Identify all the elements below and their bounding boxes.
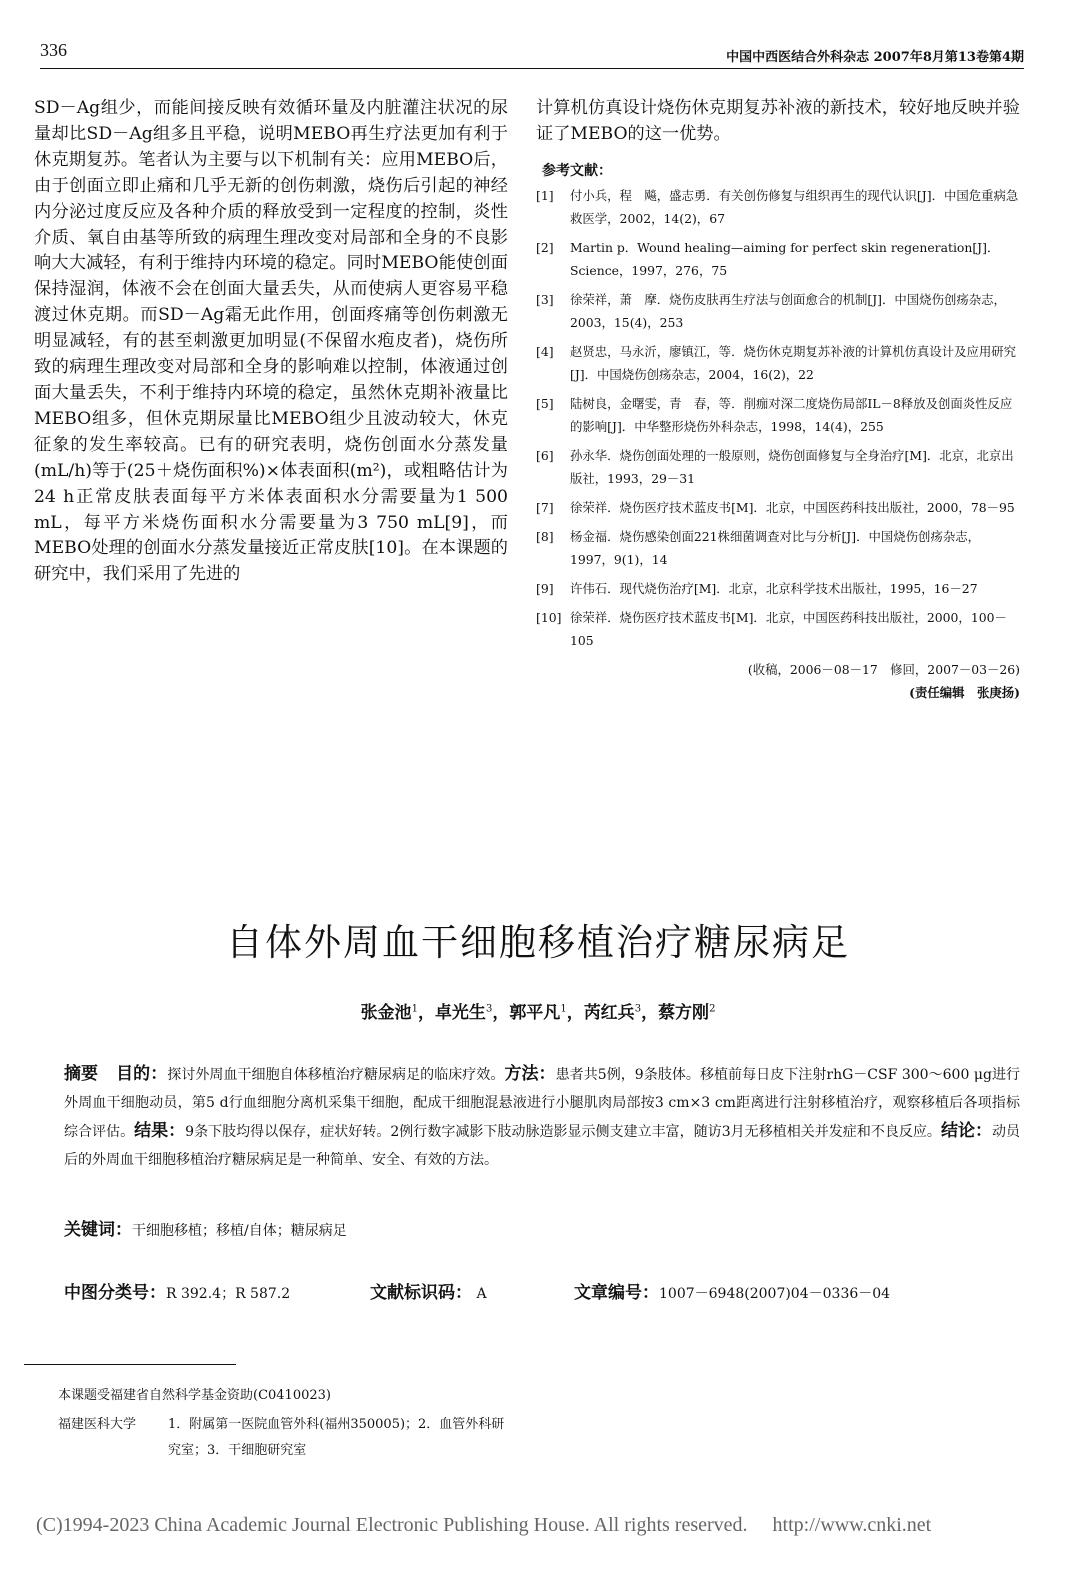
reference-item: [6] 孙永华．烧伤创面处理的一般原则，烧伤创面修复与全身治疗[M]．北京，北京出版社，1993，29－31	[536, 447, 1014, 486]
author: 郭平凡	[509, 1003, 561, 1023]
affiliations: 1．附属第一医院血管外科(福州350005)；2．血管外科研究室；3．干细胞研究室	[168, 1417, 505, 1458]
conclusion-label: 结论：	[940, 1121, 993, 1141]
funding-note: 本课题受福建省自然科学基金资助(C0410023)	[58, 1388, 331, 1403]
article-no-value: 1007－6948(2007)04－0336－04	[659, 1286, 891, 1302]
reference-item: [3] 徐荣祥，萧 摩．烧伤皮肤再生疗法与创面愈合的机制[J]．中国烧伤创疡杂志，2003，15(4)，253	[536, 291, 1006, 330]
author: 蔡方刚	[658, 1003, 710, 1023]
reference-item: [2] Martin p．Wound healing—aiming for perfect skin regeneration[J]．Science，1997，276，75	[536, 239, 1000, 278]
reference-item: [5] 陆树良，金曙雯，青 春，等．削痂对深二度烧伤局部IL－8释放及创面炎性反应的影响[J]．中华整形烧伤外科杂志，1998，14(4)，255	[536, 395, 1013, 434]
reference-item: [1] 付小兵，程 飚，盛志勇．有关创伤修复与组织再生的现代认识[J]．中国危重病急救医学，2002，14(2)，67	[536, 187, 1019, 226]
institution: 福建医科大学	[58, 1417, 137, 1432]
received-dates: (收稿，2006－08－17 修回，2007－03－26)	[747, 661, 1020, 677]
abstract-label: 摘要	[64, 1064, 99, 1084]
author: 卓光生	[434, 1003, 486, 1023]
left-column	[34, 96, 508, 588]
reference-item: [4] 赵贤忠，马永沂，廖镇江，等．烧伤休克期复苏补液的计算机仿真设计及应用研究[J]．中国烧伤创疡杂志，2004，16(2)，22	[536, 343, 1017, 382]
keywords-text: 干细胞移植；移植/自体；糖尿病足	[132, 1223, 347, 1239]
reference-item: [8] 杨金福．烧伤感染创面221株细菌调查对比与分析[J]．中国烧伤创疡杂志，1997，9(1)，14	[536, 528, 981, 567]
reference-item: [7] 徐荣祥．烧伤医疗技术蓝皮书[M]．北京，中国医药科技出版社，2000，78－95	[536, 499, 1015, 515]
abstract	[64, 1060, 1020, 1174]
method-text: 患者共5例，9条肢体。移植前每日皮下注射rhG－CSF 300～600 μg进行外周血干细胞动员，第5 d行血细胞分离机采集干细胞，配成干细胞混悬液进行小腿肌肉局部按3 cm×3 cm距离进行注射移植治疗，观察移植后各项指标综合评估。	[64, 1067, 1021, 1140]
result-text: 9条下肢均得以保存，症状好转。2例行数字减影下肢动脉造影显示侧支建立丰富，随访3月无移植相关并发症和不良反应。	[185, 1124, 941, 1140]
clc-value: R 392.4；R 587.2	[166, 1286, 291, 1302]
body-paragraph: SD－Ag组少，而能间接反映有效循环量及内脏灌注状况的尿量却比SD－Ag组多且平稳，说明MEBO再生疗法更加有利于休克期复苏。笔者认为主要与以下机制有关：应用MEBO后，由于创面立即止痛和几乎无新的创伤刺激，烧伤后引起的神经内分泌过度反应及各种介质的释放受到一定程度的控制，炎性介质、氧自由基等所致的病理生理改变对局部和全身的不良影响大大减轻，有利于维持内环境的稳定。同时MEBO能使创面保持湿润，体液不会在创面大量丢失，从而使病人更容易平稳渡过休克期。而SD－Ag霜无此作用，创面疼痛等创伤刺激无明显减轻，有的甚至刺激更加明显(不保留水疱皮者)，烧伤所致的病理生理改变对局部和全身的影响难以控制，体液通过创面大量丢失，不利于维持内环境的稳定，虽然休克期补液量比MEBO组多，但休克期尿量比MEBO组少且波动较大，休克征象的发生率较高。已有的研究表明，烧伤创面水分蒸发量(mL/h)等于(25＋烧伤面积%)×体表面积(m²)，或粗略估计为24 h正常皮肤表面每平方米体表面积水分需要量为1 500 mL，每平方米烧伤面积水分需要量为3 750 mL[9]，而MEBO处理的创面水分蒸发量接近正常皮肤[10]。在本课题的研究中，我们采用了先进的	[34, 98, 508, 585]
article-title: 自体外周血干细胞移植治疗糖尿病足	[226, 921, 850, 964]
header-rule	[40, 68, 1024, 69]
article-no-label: 文章编号：	[574, 1283, 659, 1303]
author: 张金池	[360, 1003, 412, 1023]
footnote-rule	[24, 1364, 236, 1365]
author: 芮红兵	[583, 1003, 635, 1023]
doc-code-value: A	[476, 1286, 487, 1302]
doc-code-label: 文献标识码：	[370, 1283, 472, 1303]
page-number: 336	[40, 40, 67, 60]
clc-label: 中图分类号：	[64, 1283, 166, 1303]
references-heading: 参考文献：	[542, 162, 612, 179]
method-label: 方法：	[504, 1064, 556, 1084]
keywords	[64, 1215, 347, 1240]
conclusion-text: 动员后的外周血干细胞移植治疗糖尿病足是一种简单、安全、有效的方法。	[64, 1124, 1021, 1168]
keywords-label: 关键词：	[64, 1220, 132, 1240]
aim-label: 目的：	[116, 1064, 168, 1084]
responsible-editor: (责任编辑 张庚扬)	[909, 684, 1020, 700]
copyright-notice: (C)1994-2023 China Academic Journal Electronic Publishing House. All rights reserved. http://www.cnki.net	[36, 1514, 932, 1536]
author-list: 张金池$^1$，卓光生$^3$，郭平凡$^1$，芮红兵$^3$，蔡方刚$^2$	[360, 1003, 716, 1023]
body-paragraph-continued: 计算机仿真设计烧伤休克期复苏补液的新技术，较好地反映并验证了MEBO的这一优势。	[536, 98, 1020, 144]
affiliation-note	[58, 1412, 518, 1464]
journal-header: 中国中西医结合外科杂志 2007年8月第13卷第4期	[726, 50, 1024, 65]
right-column	[536, 96, 1020, 704]
reference-item: [9] 许伟石．现代烧伤治疗[M]．北京，北京科学技术出版社，1995，16－27	[536, 580, 978, 596]
aim-text: 探讨外周血干细胞自体移植治疗糖尿病足的临床疗效。	[167, 1067, 505, 1083]
reference-item: [10] 徐荣祥．烧伤医疗技术蓝皮书[M]．北京，中国医药科技出版社，2000，100－105	[536, 609, 1007, 648]
reference-list	[536, 184, 1020, 652]
result-label: 结果：	[134, 1121, 186, 1141]
